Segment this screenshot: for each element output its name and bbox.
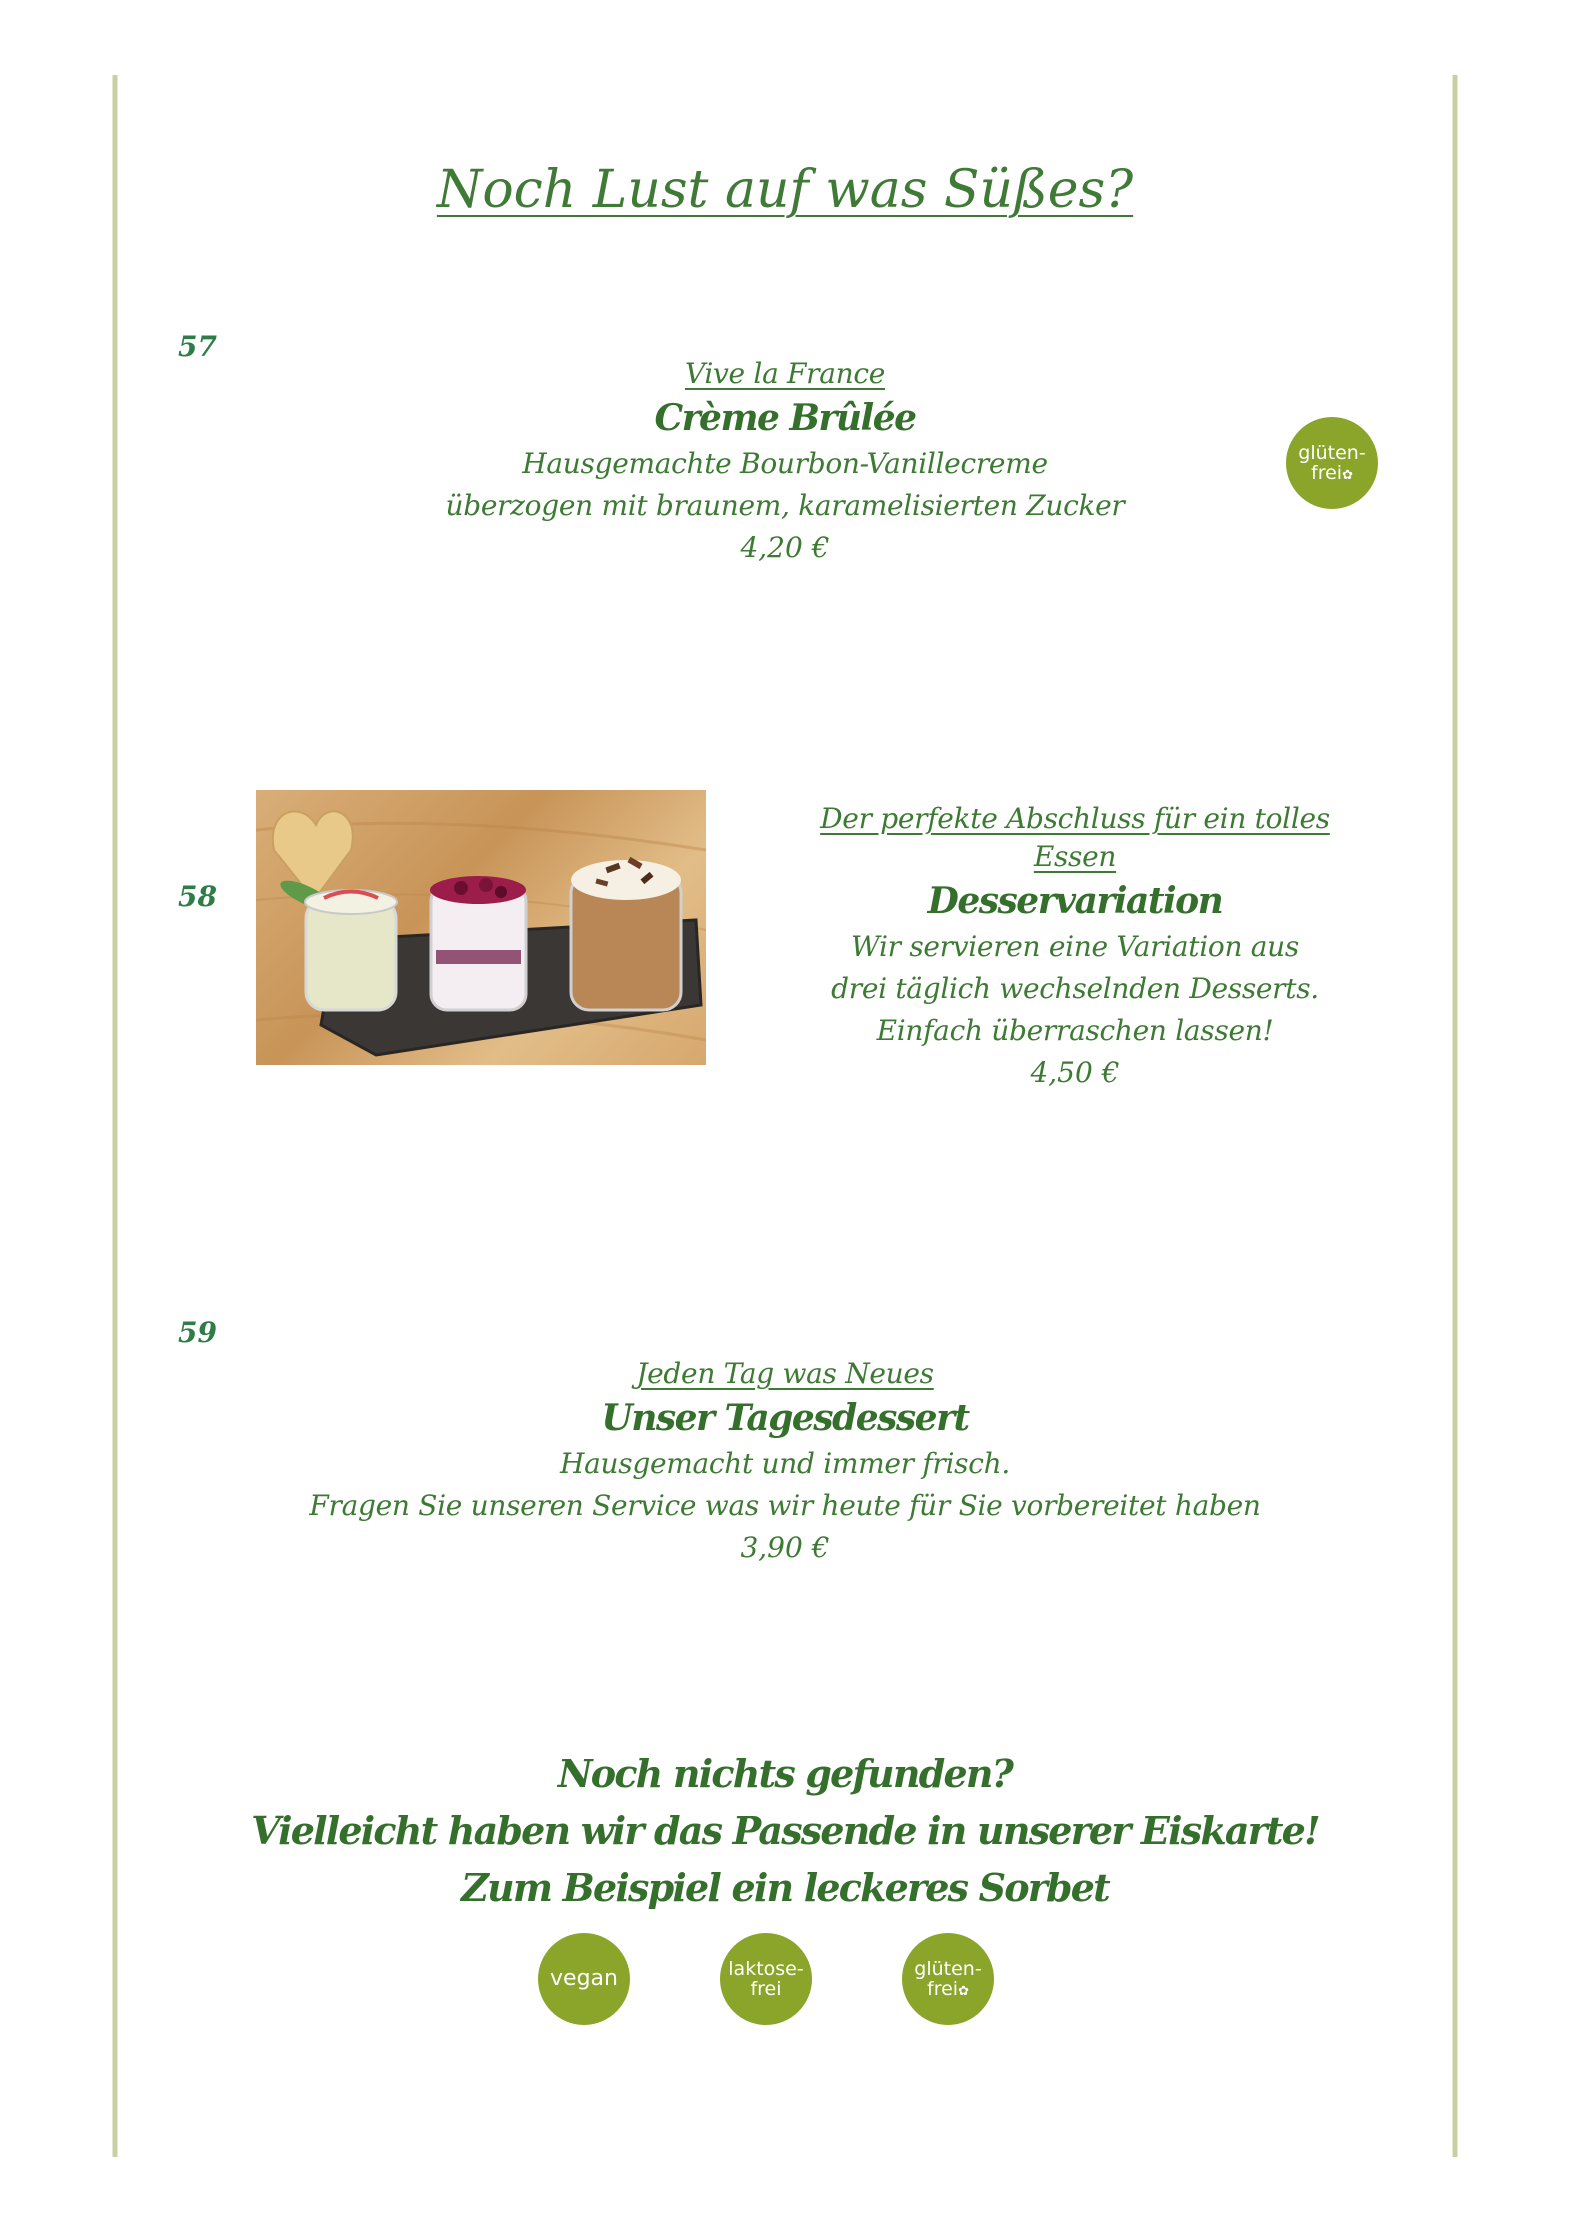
badge-label: frei	[1311, 462, 1343, 484]
dessert-photo	[256, 790, 706, 1065]
closing-line: Zum Beispiel ein leckeres Sorbet	[461, 1865, 1109, 1910]
dish-description-line: Wir servieren eine Variation aus	[851, 930, 1299, 963]
closing-line: Noch nichts gefunden?	[557, 1751, 1013, 1796]
badge-label: vegan	[550, 1966, 618, 1991]
vegan-badge-icon	[538, 1933, 630, 2025]
badge-label: frei	[750, 1978, 782, 2000]
badge-label: frei	[927, 1978, 959, 2000]
lactose-free-badge-icon	[720, 1933, 812, 2025]
gluten-free-badge-icon	[1286, 417, 1378, 509]
menu-item-desservariation	[775, 800, 1375, 1094]
dish-description-line: überzogen mit braunem, karamelisierten Zucker	[445, 489, 1125, 522]
item-number: 57	[178, 330, 217, 363]
dish-price: 4,50 €	[1030, 1056, 1120, 1089]
badge-label: glüten-	[914, 1958, 982, 1980]
gluten-free-badge-icon	[902, 1933, 994, 2025]
dish-price: 4,20 €	[740, 531, 830, 564]
item-number: 58	[178, 880, 217, 913]
dish-name: Unser Tagesdessert	[601, 1397, 969, 1439]
dish-name: Crème Brûlée	[654, 397, 916, 439]
dish-description-line: drei täglich wechselnden Desserts.	[831, 972, 1319, 1005]
sprout-icon: ✿	[1342, 468, 1353, 483]
item-tagline: Vive la France	[684, 357, 886, 390]
closing-line: Vielleicht haben wir das Passende in unserer Eiskarte!	[251, 1808, 1319, 1853]
dish-description-line: Einfach überraschen lassen!	[876, 1014, 1274, 1047]
menu-item-tagesdessert	[285, 1355, 1285, 1569]
dish-name: Desservariation	[927, 880, 1223, 922]
dish-description-line: Hausgemachte Bourbon-Vanillecreme	[522, 447, 1048, 480]
menu-item-creme-brulee	[385, 355, 1185, 569]
closing-note	[0, 1745, 1570, 1916]
dish-description-line: Fragen Sie unseren Service was wir heute für Sie vorbereitet haben	[309, 1489, 1261, 1522]
sprout-icon: ✿	[958, 1984, 969, 1999]
badge-label: laktose-	[728, 1958, 804, 1980]
item-tagline: Jeden Tag was Neues	[636, 1357, 934, 1390]
item-tagline: Der perfekte Abschluss für ein tolles Essen	[820, 802, 1330, 873]
dish-price: 3,90 €	[740, 1531, 830, 1564]
page-title: Noch Lust auf was Süßes?	[436, 160, 1134, 220]
badge-label: glüten-	[1298, 442, 1366, 464]
dish-description-line: Hausgemacht und immer frisch.	[560, 1447, 1010, 1480]
item-number: 59	[178, 1316, 217, 1349]
